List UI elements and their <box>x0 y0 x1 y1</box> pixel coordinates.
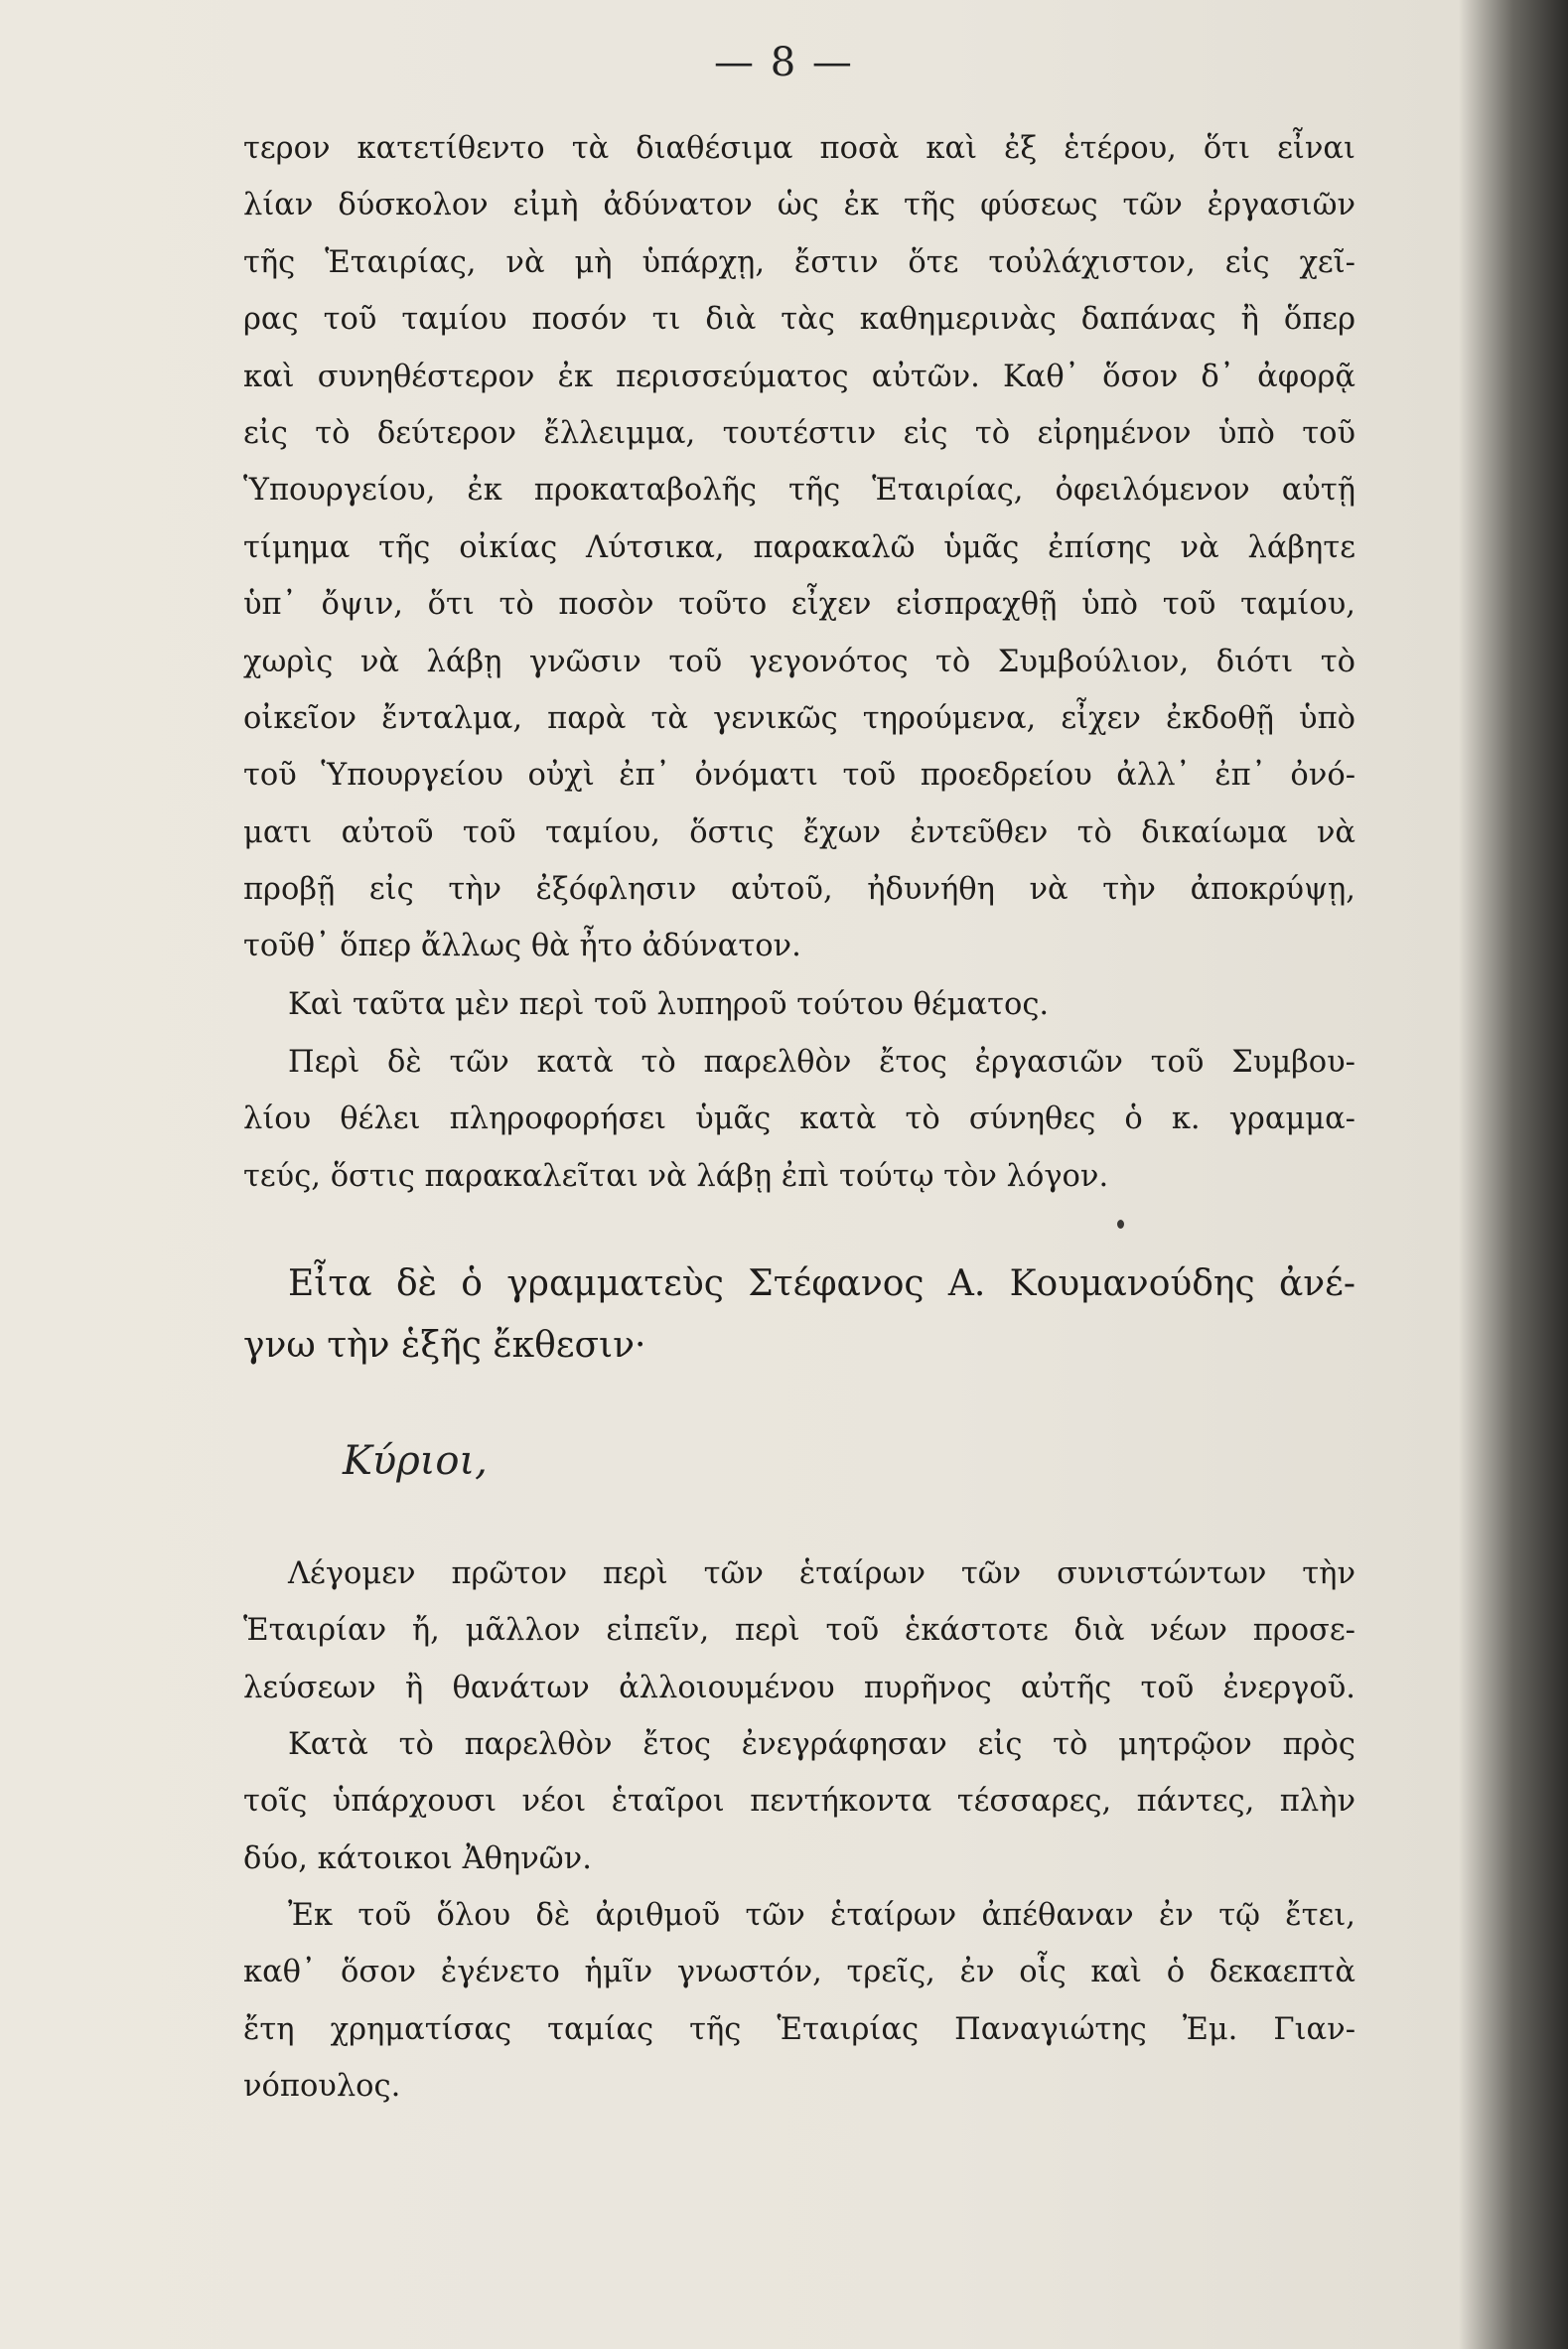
text-line: καὶ συνηθέστερον ἐκ περισσεύματος αὐτῶν. Καθ᾽ ὅσον δ᾽ ἀφορᾷ <box>243 359 1355 394</box>
text-line: τίμημα τῆς οἰκίας Λύτσικα, παρακαλῶ ὑμᾶς ἐπίσης νὰ λάβητε <box>243 529 1355 565</box>
intro-paragraph <box>243 1253 1355 1377</box>
paragraph-1 <box>243 120 1355 975</box>
paragraph-4 <box>243 1545 1355 1716</box>
text-line: τεύς, ὅστις παρακαλεῖται νὰ λάβῃ ἐπὶ τούτῳ τὸν λόγον. <box>243 1158 1109 1194</box>
text-line: ἔτη χρηματίσας ταμίας τῆς Ἑταιρίας Παναγιώτης Ἐμ. Γιαν- <box>243 2011 1355 2047</box>
page-number: — 8 — <box>714 40 854 85</box>
paragraph-2 <box>243 976 1355 1033</box>
text-line: εἰς τὸ δεύτερον ἔλλειμμα, τουτέστιν εἰς τὸ εἰρημένον ὑπὸ τοῦ <box>243 415 1355 451</box>
text-line: προβῇ εἰς τὴν ἐξόφλησιν αὐτοῦ, ἠδυνήθη νὰ τὴν ἀποκρύψῃ, <box>243 872 1355 908</box>
text-line: ματι αὐτοῦ τοῦ ταμίου, ὅστις ἔχων ἐντεῦθεν τὸ δικαίωμα νὰ <box>243 814 1355 850</box>
text-line: τῆς Ἑταιρίας, νὰ μὴ ὑπάρχῃ, ἔστιν ὅτε τοὐλάχιστον, εἰς χεῖ- <box>243 244 1355 280</box>
text-line: τοῦθ᾽ ὅπερ ἄλλως θὰ ἦτο ἀδύνατον. <box>243 929 801 964</box>
text-line: δύο, κάτοικοι Ἀθηνῶν. <box>243 1840 592 1876</box>
text-line: Κατὰ τὸ παρελθὸν ἔτος ἐνεγράφησαν εἰς τὸ μητρῷον πρὸς <box>288 1727 1355 1762</box>
text-line: Καὶ ταῦτα μὲν περὶ τοῦ λυπηροῦ τούτου θέματος. <box>288 987 1050 1022</box>
text-line: τοῦ Ὑπουργείου οὐχὶ ἐπ᾽ ὀνόματι τοῦ προεδρείου ἀλλ᾽ ἐπ᾽ ὀνό- <box>243 758 1355 794</box>
text-line: Εἶτα δὲ ὁ γραμματεὺς Στέφανος Α. Κουμανούδης ἀνέ- <box>288 1263 1355 1304</box>
text-line: τερον κατετίθεντο τὰ διαθέσιμα ποσὰ καὶ ἐξ ἑτέρου, ὅτι εἶναι <box>243 131 1355 166</box>
text-line: λεύσεων ἢ θανάτων ἀλλοιουμένου πυρῆνος αὐτῆς τοῦ ἐνεργοῦ. <box>243 1670 1355 1705</box>
paragraph-6 <box>243 1887 1355 2116</box>
paragraph-3 <box>243 1034 1355 1205</box>
text-line: λίαν δύσκολον εἰμὴ ἀδύνατον ὡς ἐκ τῆς φύσεως τῶν ἐργασιῶν <box>243 188 1355 223</box>
text-line: Ἑταιρίαν ἤ, μᾶλλον εἰπεῖν, περὶ τοῦ ἑκάστοτε διὰ νέων προσε- <box>243 1613 1355 1649</box>
text-line: χωρὶς νὰ λάβῃ γνῶσιν τοῦ γεγονότος τὸ Συμβούλιον, διότι τὸ <box>243 644 1355 679</box>
text-line: τοῖς ὑπάρχουσι νέοι ἑταῖροι πεντήκοντα τέσσαρες, πάντες, πλὴν <box>243 1784 1355 1820</box>
ink-dot <box>1117 1220 1124 1229</box>
text-line: Ὑπουργείου, ἐκ προκαταβολῆς τῆς Ἑταιρίας, ὀφειλόμενον αὐτῇ <box>243 473 1355 509</box>
text-line: λίου θέλει πληροφορήσει ὑμᾶς κατὰ τὸ σύνηθες ὁ κ. γραμμα- <box>243 1101 1355 1137</box>
text-line: καθ᾽ ὅσον ἐγένετο ἡμῖν γνωστόν, τρεῖς, ἐν οἷς καὶ ὁ δεκαεπτὰ <box>243 1955 1355 1990</box>
text-line: ρας τοῦ ταμίου ποσόν τι διὰ τὰς καθημερινὰς δαπάνας ἢ ὅπερ <box>243 302 1355 338</box>
text-line: οἰκεῖον ἔνταλμα, παρὰ τὰ γενικῶς τηρούμενα, εἶχεν ἐκδοθῇ ὑπὸ <box>243 700 1355 736</box>
text-line: ὑπ᾽ ὄψιν, ὅτι τὸ ποσὸν τοῦτο εἶχεν εἰσπραχθῇ ὑπὸ τοῦ ταμίου, <box>243 587 1355 623</box>
text-line: γνω τὴν ἑξῆς ἔκθεσιν· <box>243 1325 646 1366</box>
text-line: νόπουλος. <box>243 2069 401 2105</box>
text-line: Λέγομεν πρῶτον περὶ τῶν ἑταίρων τῶν συνιστώντων τὴν <box>288 1556 1355 1591</box>
text-line: Περὶ δὲ τῶν κατὰ τὸ παρελθὸν ἔτος ἐργασιῶν τοῦ Συμβου- <box>288 1045 1355 1080</box>
paragraph-5 <box>243 1716 1355 1887</box>
salutation: Κύριοι, <box>343 1438 488 1484</box>
text-line: Ἐκ τοῦ ὅλου δὲ ἀριθμοῦ τῶν ἑταίρων ἀπέθαναν ἐν τῷ ἔτει, <box>288 1898 1355 1933</box>
